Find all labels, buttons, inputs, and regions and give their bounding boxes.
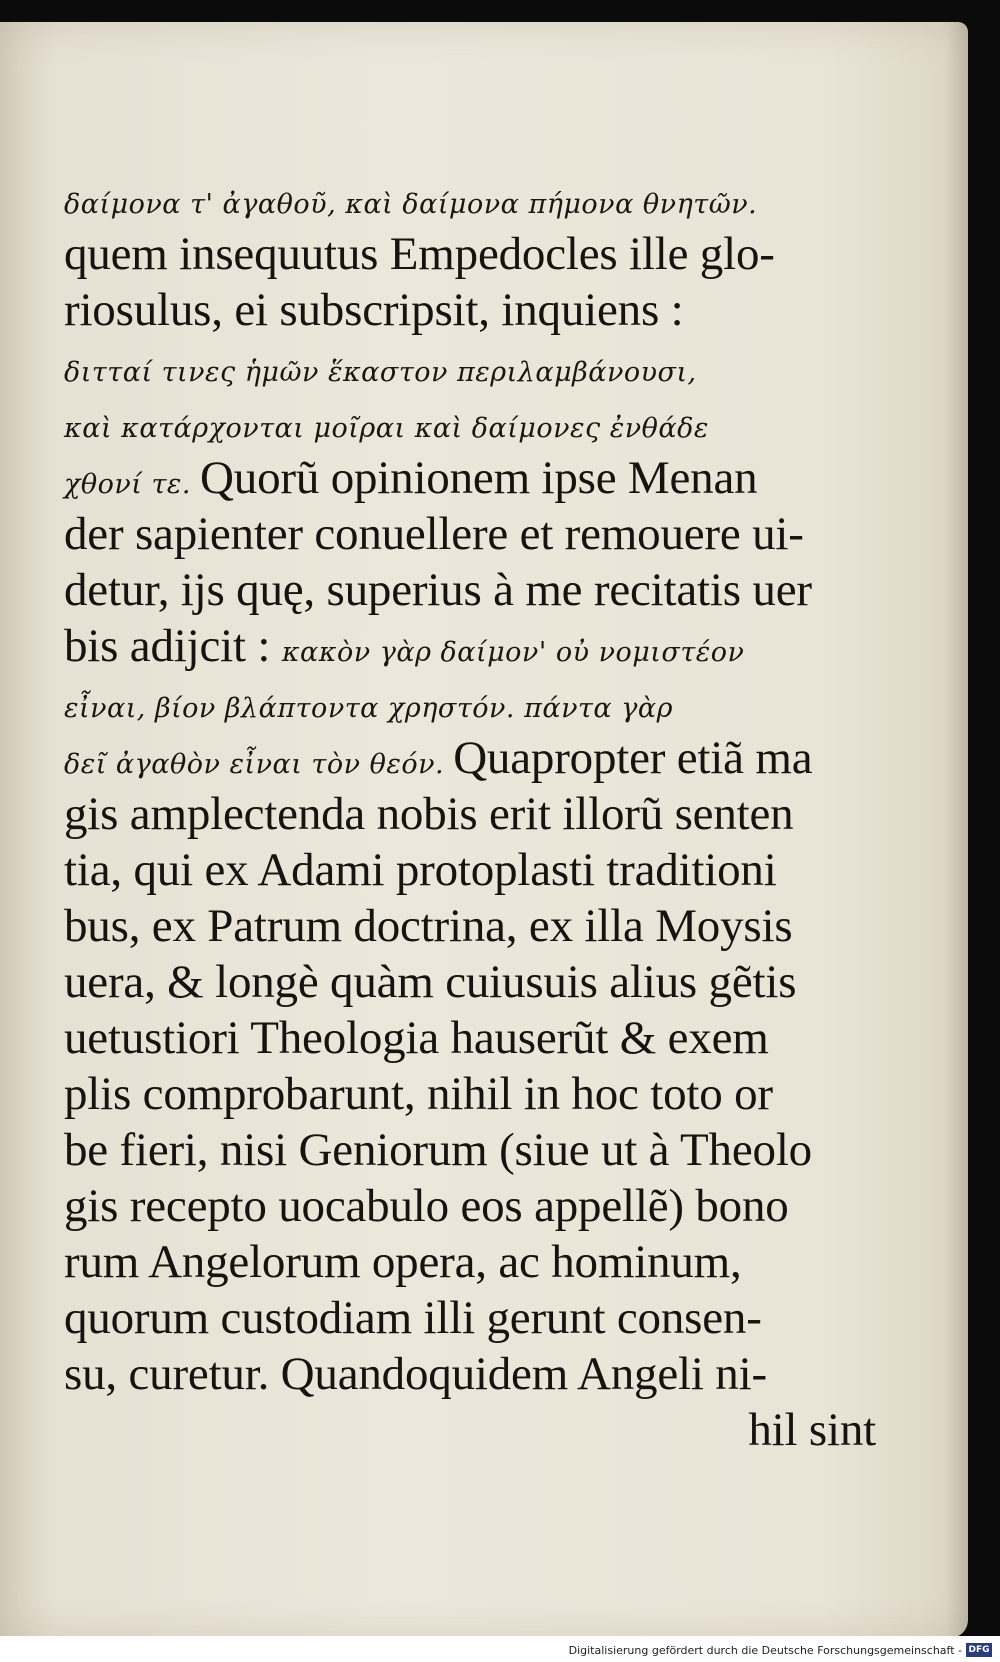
latin-text: der sapienter conuellere et remouere ui- — [64, 508, 804, 560]
latin-text: Quorũ opinionem ipse Menan — [200, 452, 758, 504]
text-line — [64, 786, 884, 842]
text-line — [64, 1066, 884, 1122]
text-line — [64, 338, 884, 394]
text-line — [64, 730, 884, 786]
greek-text: κακὸν γὰρ δαίμον' οὐ νομιστέον — [281, 637, 745, 668]
latin-text: be fieri, nisi Geniorum (siue ut à Theolo — [64, 1124, 812, 1176]
text-line — [64, 1010, 884, 1066]
latin-text: bus, ex Patrum doctrina, ex illa Moysis — [64, 900, 793, 952]
text-line — [64, 170, 884, 226]
text-line — [64, 450, 884, 506]
text-line — [64, 1234, 884, 1290]
latin-text: quem insequutus Empedocles ille glo- — [64, 228, 775, 280]
latin-text: riosulus, ei subscripsit, inquiens : — [64, 284, 684, 336]
text-line — [64, 282, 884, 338]
latin-text: bis adijcit : — [64, 620, 282, 672]
latin-text: su, curetur. Quandoquidem Angeli ni- — [64, 1348, 767, 1400]
latin-text: uetustiori Theologia hauserũt & exem — [64, 1012, 769, 1064]
latin-text: tia, qui ex Adami protoplasti traditioni — [64, 844, 777, 896]
text-line — [64, 1346, 884, 1402]
text-line — [64, 674, 884, 730]
text-line — [64, 394, 884, 450]
greek-text: εἶναι, βίον βλάπτοντα χρηστόν. πάντα γὰρ — [64, 693, 673, 724]
text-line — [64, 226, 884, 282]
text-line — [64, 898, 884, 954]
greek-text: διτταί τινες ἡμῶν ἕκαστον περιλαμβάνουσι, — [64, 357, 697, 388]
latin-text: Quapropter etiã ma — [453, 732, 813, 784]
greek-text: δαίμονα τ' ἀγαθοῦ, καὶ δαίμονα πήμονα θνητῶν. — [64, 189, 758, 220]
text-line — [64, 1290, 884, 1346]
text-line — [64, 506, 884, 562]
footer-bar — [0, 1636, 1000, 1662]
latin-text: plis comprobarunt, nihil in hoc toto or — [64, 1068, 773, 1120]
latin-text: uera, & longè quàm cuiusuis alius gẽtis — [64, 956, 797, 1008]
latin-text: rum Angelorum opera, ac hominum, — [64, 1236, 742, 1288]
greek-text: χθονί τε. — [64, 469, 201, 500]
text-line — [64, 954, 884, 1010]
text-line — [64, 842, 884, 898]
catchword: hil sint — [748, 1404, 876, 1456]
text-line — [64, 1122, 884, 1178]
latin-text: gis amplectenda nobis erit illorũ senten — [64, 788, 794, 840]
dfg-logo-icon: DFG — [966, 1643, 992, 1657]
text-line — [64, 1178, 884, 1234]
latin-text: gis recepto uocabulo eos appellẽ) bono — [64, 1180, 789, 1232]
book-page — [0, 22, 968, 1638]
page-text-block — [64, 170, 884, 1458]
greek-text: καὶ κατάρχονται μοῖραι καὶ δαίμονες ἐνθάδε — [64, 413, 709, 444]
latin-text: detur, ijs quę, superius à me recitatis uer — [64, 564, 812, 616]
latin-text: quorum custodiam illi gerunt consen- — [64, 1292, 762, 1344]
text-line — [64, 562, 884, 618]
funding-credit: Digitalisierung gefördert durch die Deutsche Forschungsgemeinschaft - — [568, 1644, 962, 1657]
greek-text: δεῖ ἀγαθὸν εἶναι τὸν θεόν. — [64, 749, 454, 780]
text-line — [64, 618, 884, 674]
